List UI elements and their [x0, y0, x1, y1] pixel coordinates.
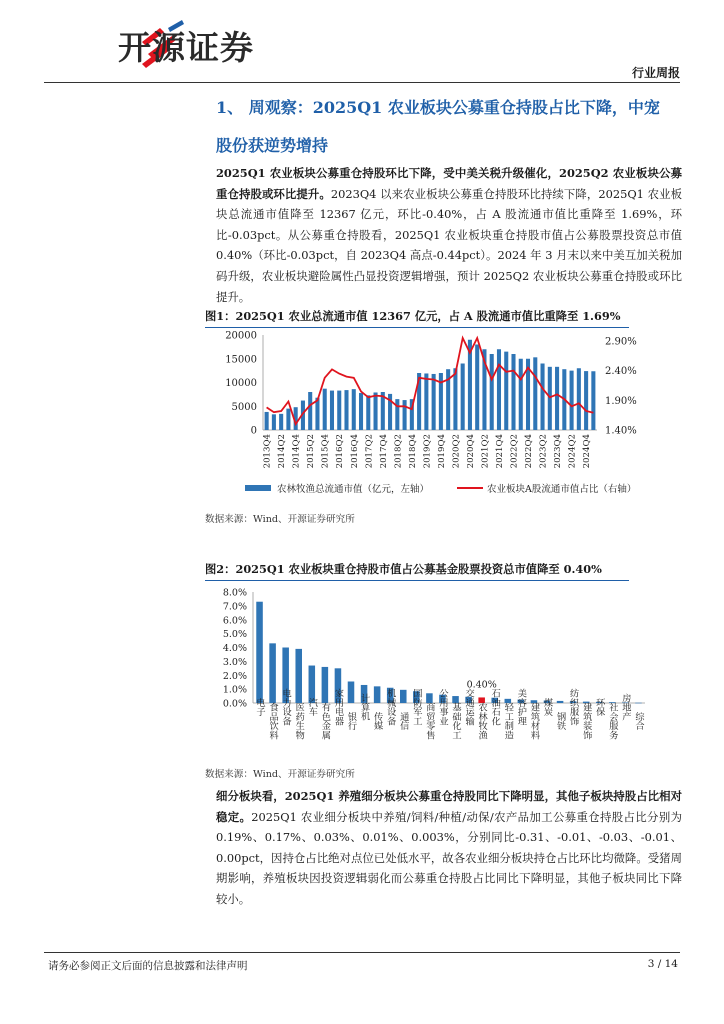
bar: [374, 392, 378, 430]
x-tick-label: 2015Q4: [320, 434, 331, 469]
x-tick-label: 环保: [593, 697, 605, 717]
x-tick-label: 电子: [254, 697, 266, 717]
y-tick-label: 2.0%: [222, 670, 247, 682]
x-tick-label: 轻工制造: [502, 702, 514, 740]
x-tick-label: 2020Q4: [465, 434, 476, 469]
x-tick-label: 2018Q4: [407, 434, 418, 469]
brand-name: 开源证券: [118, 28, 254, 67]
x-tick-label: 2015Q2: [306, 434, 317, 469]
page-number: 3 / 14: [647, 958, 678, 970]
x-tick-label: 综合: [632, 711, 644, 731]
x-tick-label: 银行: [345, 711, 357, 731]
x-tick-label: 2023Q4: [553, 434, 564, 469]
x-tick-label: 2019Q4: [436, 434, 447, 469]
x-tick-label: 美容护理: [515, 688, 527, 726]
x-tick-label: 2021Q2: [480, 434, 491, 469]
bar: [591, 371, 595, 430]
bar: [504, 352, 508, 430]
paragraph-1-body: 2023Q4 以来农业板块公募重仓持股环比持续下降，2025Q1 农业板块总流通市值降至 12367 亿元，环比-0.40%，占 A 股流通市值比重降至 1.69%，环比-0.03pct。从公募重仓持股看，2025Q1 农业板块重仓持股市值占公募股票投资总市值 0.40%（环比-0.03pct，自 2023Q4 高点-0.44pct）。2024 年 3 月末以来中美互加关税加码升级，农业板块避险属性凸显投资逻辑增强，预计 2025Q2 农业板块公募重仓持股或环比提升。: [216, 186, 682, 304]
legend-bar-label: 农林牧渔总流通市值（亿元，左轴）: [277, 484, 430, 495]
x-tick-label: 传媒: [371, 711, 383, 731]
x-tick-label: 通信: [397, 711, 409, 731]
bar: [323, 389, 327, 430]
y-left-tick-label: 5000: [231, 401, 257, 413]
y-left-tick-label: 20000: [225, 330, 257, 342]
y-tick-label: 6.0%: [222, 615, 247, 627]
bar: [461, 364, 465, 431]
y-right-tick-label: 1.40%: [605, 425, 637, 437]
x-tick-label: 2017Q4: [378, 434, 389, 469]
paragraph-1: [216, 163, 682, 307]
section-title-line2: 股份获逆势增持: [216, 136, 329, 155]
bar: [497, 349, 501, 430]
y-tick-label: 0.0%: [222, 698, 247, 710]
bar: [295, 649, 302, 703]
bar: [400, 690, 407, 703]
bar: [269, 643, 276, 703]
figure-2-source: 数据来源：Wind、开源证券研究所: [205, 769, 355, 780]
y-tick-label: 4.0%: [222, 643, 247, 654]
figure-1-chart: [205, 327, 645, 507]
highlight-data-label: 0.40%: [466, 679, 497, 691]
x-tick-label: 房地产: [619, 693, 631, 721]
x-tick-label: 电力设备: [280, 688, 292, 726]
bar: [374, 686, 381, 703]
footer-divider: [44, 952, 680, 953]
y-tick-label: 7.0%: [222, 601, 247, 613]
x-tick-label: 汽车: [306, 697, 318, 717]
bar: [403, 400, 407, 430]
y-left-tick-label: 15000: [225, 354, 257, 366]
y-left-tick-label: 10000: [225, 378, 257, 389]
x-tick-label: 2017Q2: [364, 434, 375, 469]
bar: [570, 371, 574, 430]
y-left-tick-label: 0: [250, 425, 257, 437]
bar: [557, 701, 564, 703]
figure-1-source: 数据来源：Wind、开源证券研究所: [205, 514, 355, 525]
x-tick-label: 计算机: [358, 693, 370, 721]
bar: [426, 693, 433, 703]
bar: [395, 399, 399, 430]
header-divider: [44, 82, 680, 83]
bar: [256, 602, 263, 703]
x-tick-label: 商贸零售: [423, 702, 435, 740]
x-tick-label: 2021Q4: [494, 434, 505, 469]
bar: [322, 667, 329, 703]
x-tick-label: 煤炭: [541, 697, 553, 717]
x-tick-label: 公用事业: [436, 688, 448, 726]
section-title-line1: 1、 周观察：2025Q1 农业板块公募重仓持股占比下降，中宠: [216, 98, 660, 117]
x-tick-label: 2013Q4: [262, 434, 273, 469]
y-tick-label: 1.0%: [222, 684, 247, 696]
bar: [352, 389, 356, 430]
bar: [533, 357, 537, 430]
bar: [279, 414, 283, 430]
bar: [555, 367, 559, 430]
paragraph-2-lead: 细分板块看，2025Q1 养殖细分板块公募重仓持股同比下降明显，其他子板块持股占比相对稳定。: [216, 789, 682, 824]
x-tick-label: 建筑装饰: [580, 702, 592, 740]
paragraph-2: [216, 786, 682, 910]
x-tick-label: 2018Q2: [393, 434, 404, 469]
bar: [453, 368, 457, 430]
bar: [337, 391, 341, 430]
y-right-tick-label: 1.90%: [605, 395, 637, 407]
x-tick-label: 钢铁: [554, 711, 566, 731]
bar: [577, 368, 581, 430]
legend-bar-swatch: [245, 485, 271, 491]
x-tick-label: 2022Q2: [509, 434, 520, 469]
paragraph-2-body: 2025Q1 农业细分板块中养殖/饲料/种植/动保/农产品加工公募重仓持股占比分别为 0.19%、0.17%、0.03%、0.01%、0.003%，分别同比-0.31、-0.01、-0.03、-0.01、0.00pct，因持仓占比绝对点位已处低水平，故各农业细分板块持仓占比环比均微降。受猪周期影响，养殖板块因投资逻辑弱化而公募重仓持股占比同比下降明显，其他子板块同比下降较小。: [216, 809, 682, 906]
x-tick-label: 2023Q2: [538, 434, 549, 469]
bar: [359, 393, 363, 430]
x-tick-label: 2019Q2: [422, 434, 433, 469]
legend-line-label: 农业板块A股流通市值占比（右轴）: [487, 484, 637, 495]
x-tick-label: 交通运输: [463, 688, 475, 726]
bar: [344, 390, 348, 430]
x-tick-label: 2014Q2: [277, 434, 288, 469]
y-tick-label: 5.0%: [222, 629, 247, 641]
figure-1-title: 图1：2025Q1 农业总流通市值 12367 亿元，占 A 股流通市值比重降至 1.69%: [205, 308, 629, 328]
x-tick-label: 2020Q2: [451, 434, 462, 469]
bar: [424, 373, 428, 430]
bar: [511, 354, 515, 430]
y-tick-label: 3.0%: [222, 656, 247, 668]
x-tick-label: 石油石化: [489, 688, 501, 726]
bar: [265, 412, 269, 430]
x-tick-label: 机械设备: [384, 688, 396, 726]
footer-disclaimer: 请务必参阅正文后面的信息披露和法律声明: [48, 960, 248, 972]
x-tick-label: 2024Q4: [582, 434, 593, 469]
paragraph-1-lead: 2025Q1 农业板块公募重仓持股环比下降，受中美关税升级催化，2025Q2 农业板块公募重仓持股或环比提升。: [216, 166, 682, 201]
x-tick-label: 2016Q4: [349, 434, 360, 469]
bar: [584, 371, 588, 430]
x-tick-label: 有色金属: [319, 702, 331, 740]
bar: [541, 364, 545, 431]
x-tick-label: 基础化工: [450, 702, 462, 740]
report-type: 行业周报: [631, 66, 680, 80]
figure-2-title: 图2：2025Q1 农业板块重仓持股市值占公募基金股票投资总市值降至 0.40%: [205, 561, 629, 581]
bar: [330, 391, 334, 430]
x-tick-label: 农林牧渔: [476, 702, 488, 740]
x-tick-label: 2016Q2: [335, 434, 346, 469]
x-tick-label: 医药生物: [293, 702, 305, 740]
x-tick-label: 社会服务: [606, 702, 618, 740]
y-tick-label: 8.0%: [222, 587, 247, 599]
x-tick-label: 食品饮料: [267, 702, 279, 740]
bar: [475, 345, 479, 431]
x-tick-label: 2014Q4: [291, 434, 302, 469]
bar: [348, 681, 355, 703]
bar: [490, 354, 494, 430]
bar: [272, 414, 276, 430]
bar: [519, 359, 523, 430]
y-right-tick-label: 2.40%: [605, 366, 637, 378]
x-tick-label: 2024Q2: [567, 434, 578, 469]
bar: [432, 374, 436, 430]
x-tick-label: 纺织服饰: [567, 688, 579, 726]
bar: [286, 409, 290, 430]
bar: [635, 703, 642, 704]
bar: [548, 367, 552, 430]
bar: [366, 395, 370, 430]
y-right-tick-label: 2.90%: [605, 336, 637, 348]
x-tick-label: 2022Q4: [524, 434, 535, 469]
bar: [308, 392, 312, 430]
x-tick-label: 建筑材料: [528, 702, 540, 740]
x-tick-label: 家用电器: [332, 688, 344, 726]
bar: [315, 398, 319, 430]
figure-2-chart: [205, 582, 645, 762]
x-tick-label: 国防军工: [410, 688, 422, 726]
